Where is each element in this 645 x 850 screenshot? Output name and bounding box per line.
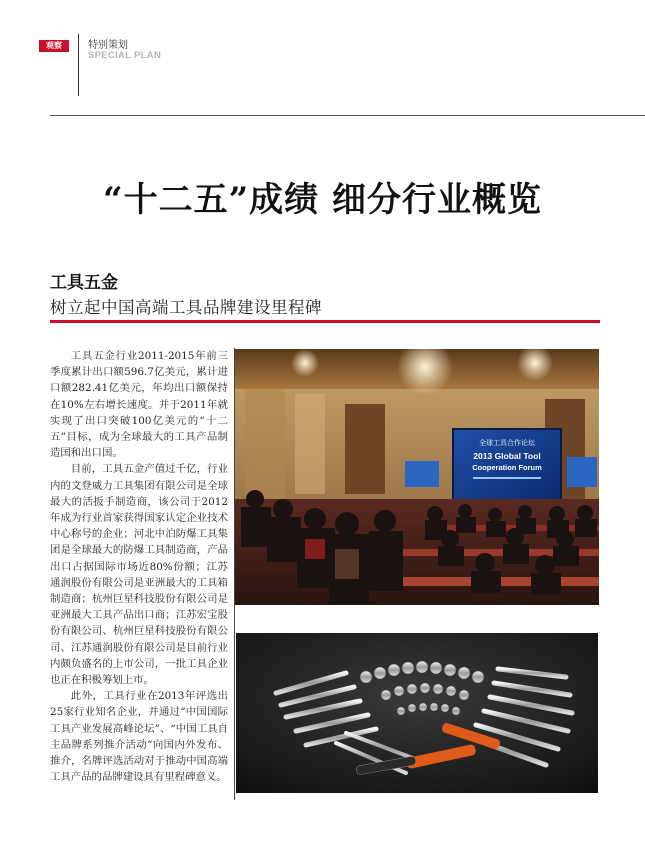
header-divider [78,34,79,96]
paragraph-1: 工具五金行业2011-2015年前三季度累计出口额596.7亿美元，累计进口额282.41亿美元，年均出口额保持在10%左右增长速度。并于2011年就实现了出口突破100亿美元的“十二五”目标，成为全球最大的工具产品制造国和出口国。 [50,350,228,460]
header-rule [50,115,645,116]
accent-rule [50,320,600,323]
article-heading: 工具五金 [50,273,118,293]
article-body [50,348,228,785]
section-name-en: SPECIAL PLAN [88,50,162,61]
screen-text-en-2: Cooperation Forum [472,463,542,472]
column-tag: 观察 [39,40,69,52]
paragraph-2: 目前，工具五金产值过千亿，行业内的文登威力工具集团有限公司是全球最大的活扳手制造商，该公司于2012年成为行业首家获得国家认定企业技术中心称号的企业；河北中泊防爆工具集团是全球最大的防爆工具制造商，产品出口占据国际市场近80%份额；江苏通润股份有限公司是亚洲最大的工具箱制造商；杭州巨星科技股份有限公司是亚洲最大工具产品出口商；江苏宏宝股份有限公司、杭州巨星科技股份有限公司、江苏通润股份有限公司是目前行业内颇负盛名的上市公司，一批工具企业也正在积极筹划上市。 [50,463,228,687]
section-name-cn: 特别策划 [88,40,128,51]
conference-photo [235,349,599,605]
screen-text-en-1: 2013 Global Tool [473,451,541,461]
page-title: “十二五”成绩 细分行业概览 [103,180,542,220]
tool-set-photo [236,633,598,793]
paragraph-3: 此外，工具行业在2013年评选出25家行业知名企业，并通过“中国国际工具产业发展高峰论坛”、“中国工具自主品牌系列推介活动”向国内外发布、推介，名牌评选活动对于推动中国高端工具产品的品牌建设具有里程碑意义。 [50,690,228,784]
article-subtitle: 树立起中国高端工具品牌建设里程碑 [50,298,322,317]
screen-text-cn: 全球工具合作论坛 [479,439,535,447]
